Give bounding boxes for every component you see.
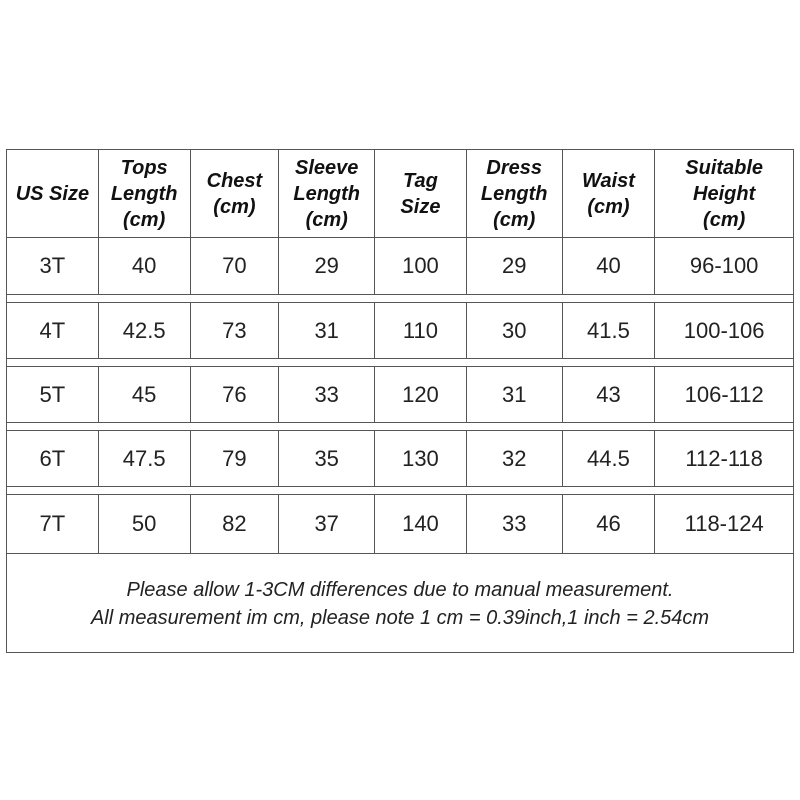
- header-dress-length: Dress Length (cm): [467, 150, 563, 237]
- cell-tops-length: 50: [99, 495, 191, 553]
- cell-sleeve-length: 37: [279, 495, 375, 553]
- table-row: [7, 367, 793, 423]
- cell-suitable-height: 112-118: [685, 445, 763, 471]
- table-row: [7, 431, 793, 487]
- cell-dress-length: 32: [467, 431, 563, 486]
- cell-chest: 79: [191, 431, 280, 486]
- header-us-size: US Size: [7, 150, 99, 237]
- header-suitable-height: Suitable Height (cm): [685, 156, 764, 231]
- cell-suitable-height: 106-112: [684, 381, 764, 407]
- cell-dress-length: 29: [467, 238, 563, 294]
- header-row: [7, 150, 793, 238]
- note-line-1: Please allow 1-3CM differences due to manual measurement.: [126, 579, 674, 601]
- cell-waist: 46: [563, 495, 656, 553]
- cell-tops-length: 45: [99, 367, 191, 422]
- cell-tag-size: 110: [375, 303, 467, 358]
- note-line-2: All measurement im cm, please note 1 cm = 0.39inch,1 inch = 2.54cm: [90, 607, 710, 629]
- table-row: [7, 303, 793, 359]
- cell-tag-size: 120: [375, 367, 467, 422]
- cell-sleeve-length: 35: [279, 431, 375, 486]
- header-tag-size: Tag Size: [375, 150, 467, 237]
- cell-us-size: 4T: [7, 303, 99, 358]
- header-tops-length: Tops Length (cm): [99, 150, 191, 237]
- row-divider: [7, 487, 793, 495]
- row-divider: [7, 359, 793, 367]
- cell-chest: 73: [191, 303, 280, 358]
- cell-tops-length: 42.5: [99, 303, 191, 358]
- cell-us-size: 3T: [7, 238, 99, 294]
- cell-chest: 70: [191, 238, 280, 294]
- size-chart-table: [6, 149, 794, 653]
- cell-us-size: 7T: [7, 495, 99, 553]
- header-waist: Waist (cm): [563, 150, 656, 237]
- cell-tag-size: 130: [375, 431, 467, 486]
- header-sleeve-length: Sleeve Length (cm): [279, 150, 375, 237]
- row-divider: [7, 423, 793, 431]
- cell-tag-size: 140: [375, 495, 467, 553]
- cell-waist: 44.5: [563, 431, 656, 486]
- cell-dress-length: 30: [467, 303, 563, 358]
- cell-sleeve-length: 29: [279, 238, 375, 294]
- cell-dress-length: 31: [467, 367, 563, 422]
- cell-waist: 41.5: [563, 303, 656, 358]
- cell-chest: 76: [191, 367, 280, 422]
- cell-sleeve-length: 33: [279, 367, 375, 422]
- cell-us-size: 5T: [7, 367, 99, 422]
- cell-us-size: 6T: [7, 431, 99, 486]
- cell-tag-size: 100: [375, 238, 467, 294]
- cell-suitable-height: 100-106: [683, 317, 765, 343]
- cell-waist: 40: [563, 238, 656, 294]
- cell-waist: 43: [563, 367, 656, 422]
- cell-suitable-height: 96-100: [689, 253, 759, 278]
- table-row: [7, 495, 793, 553]
- cell-sleeve-length: 31: [279, 303, 375, 358]
- measurement-note: [7, 553, 793, 653]
- cell-dress-length: 33: [467, 495, 563, 553]
- cell-suitable-height: 118-124: [684, 511, 764, 536]
- cell-tops-length: 47.5: [99, 431, 191, 486]
- cell-chest: 82: [191, 495, 280, 553]
- cell-tops-length: 40: [99, 238, 191, 294]
- row-divider: [7, 295, 793, 303]
- header-chest: Chest (cm): [191, 150, 280, 237]
- table-row: [7, 238, 793, 295]
